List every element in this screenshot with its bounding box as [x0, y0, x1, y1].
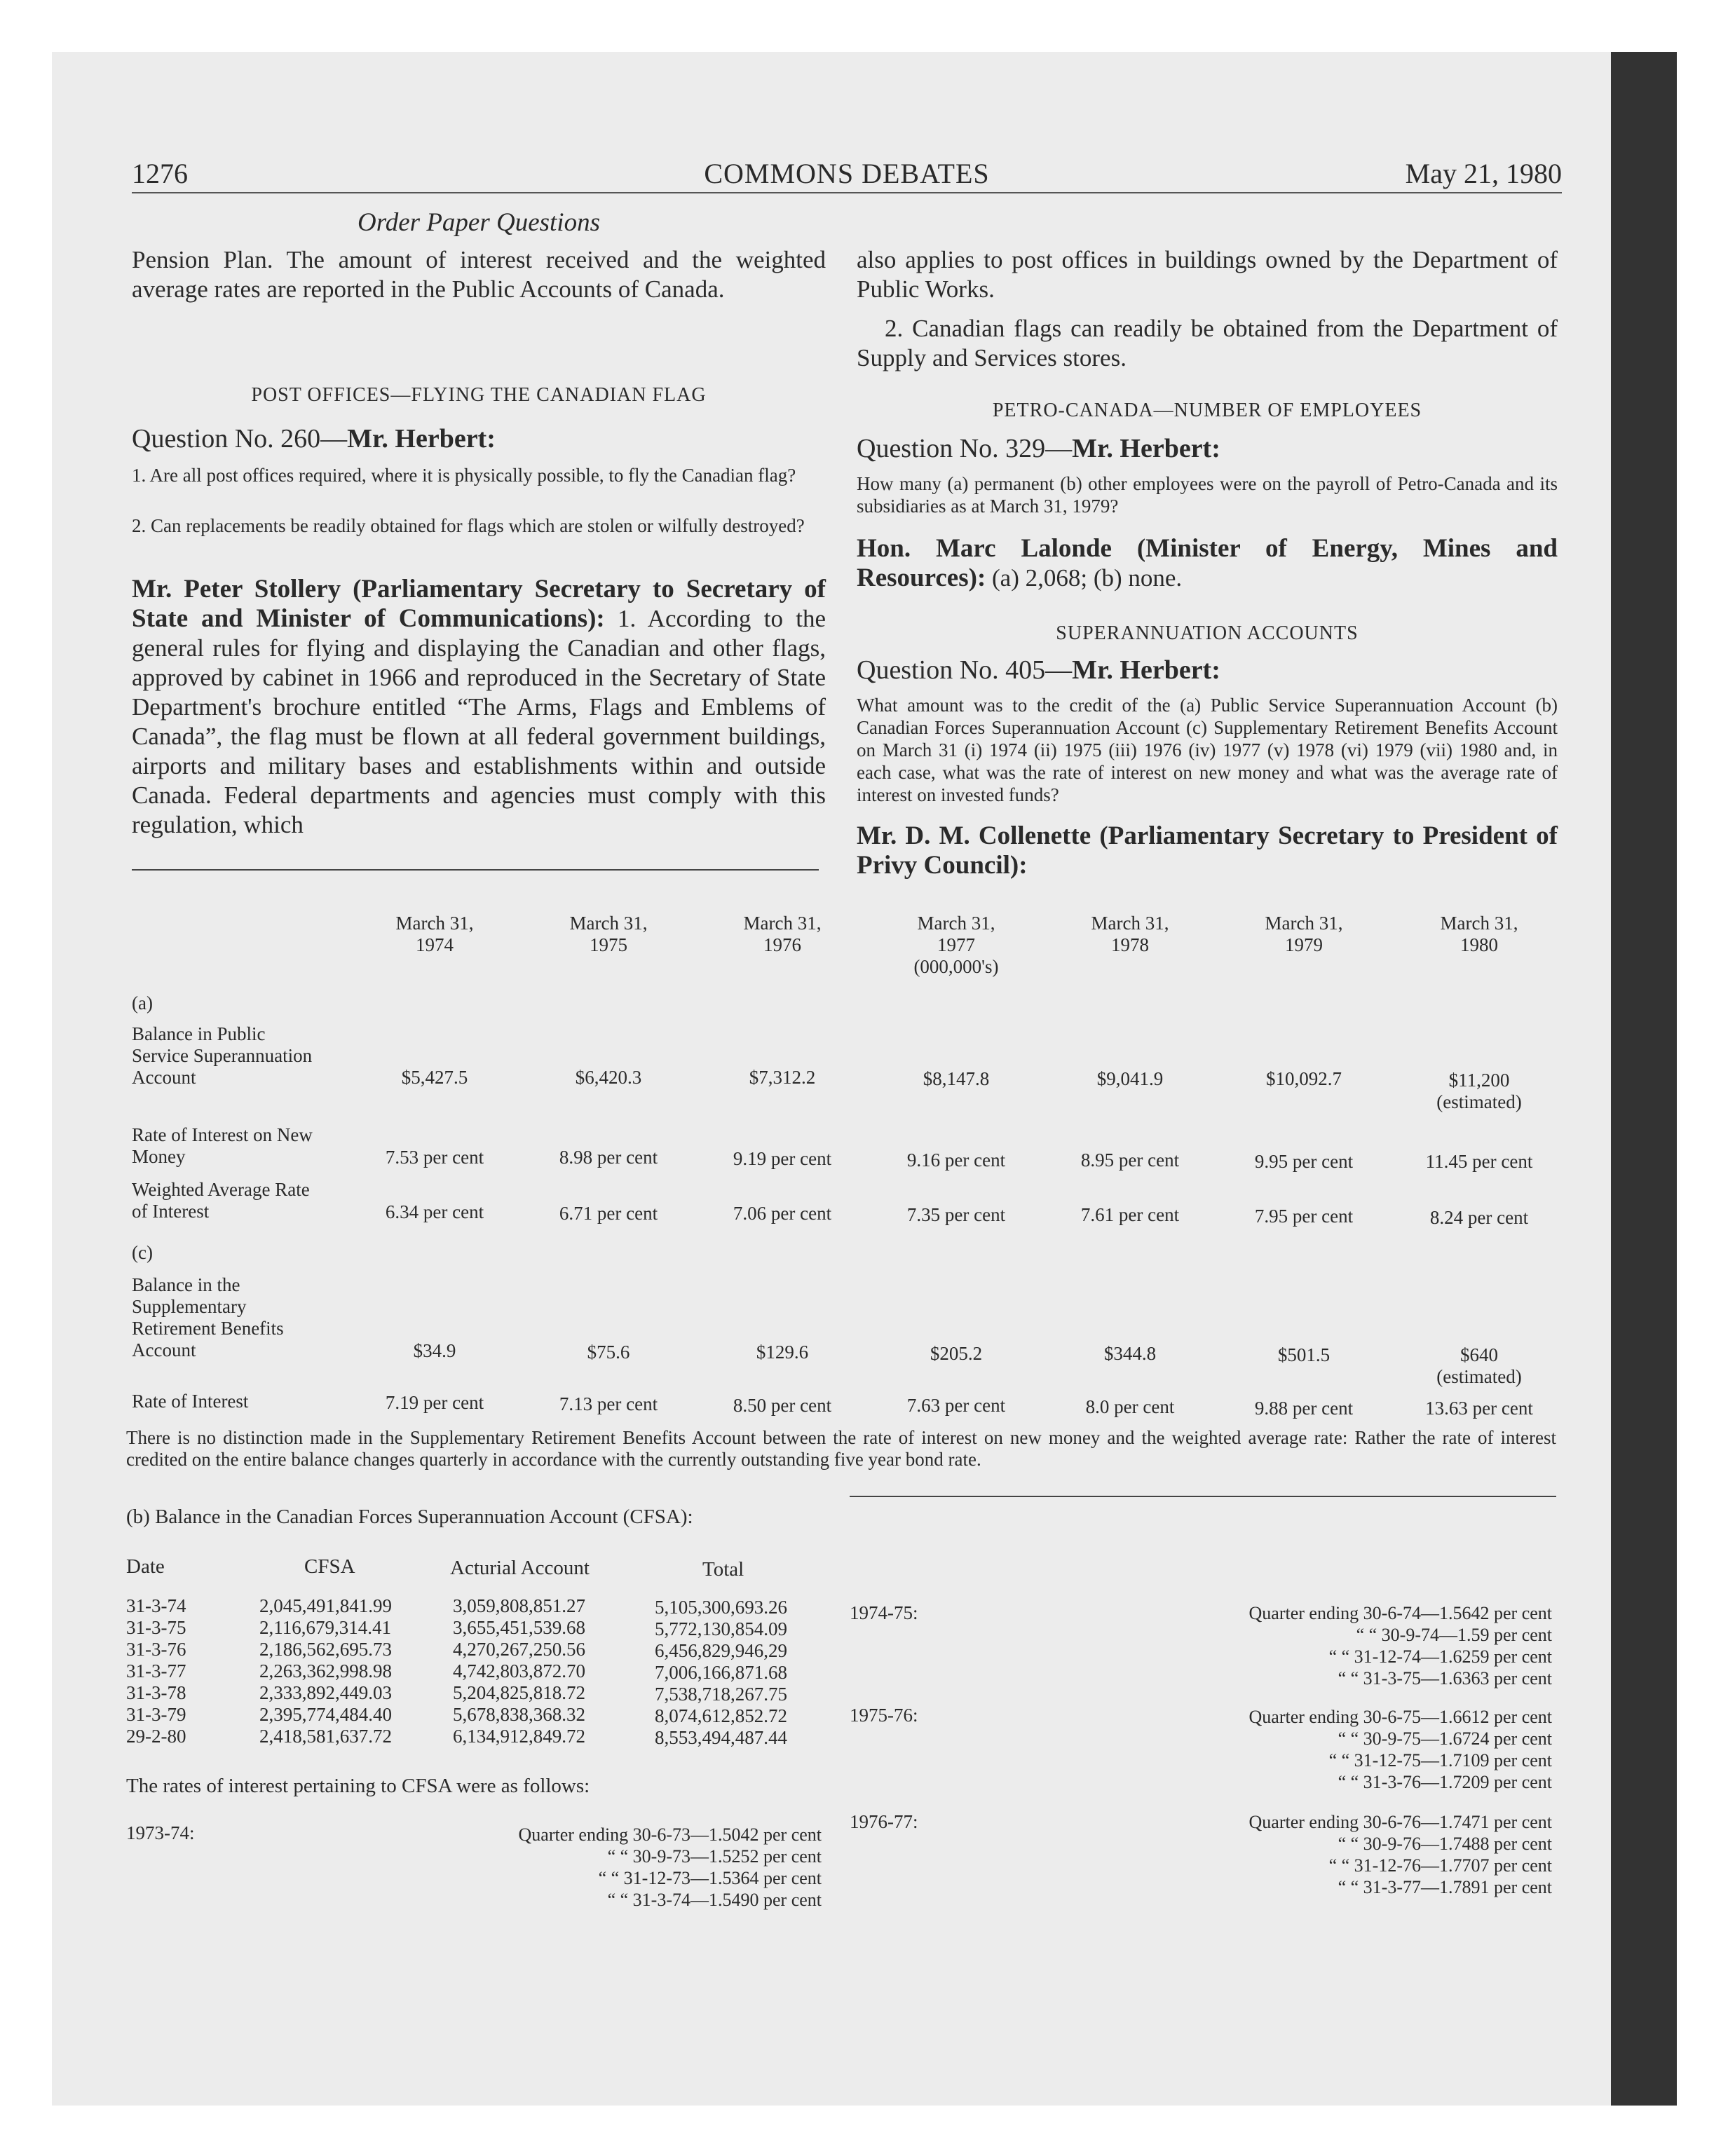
cell-balance-a-1978: $9,041.9 [1096, 1068, 1164, 1089]
list-item: “ “ 31-12-76—1.7707 per cent [1328, 1855, 1552, 1876]
answer-stollery: Mr. Peter Stollery (Parliamentary Secretary to Secretary of State and Minister of Communications): 1. According to the general rules for flying and displaying the Canadian and other flags, approved by cabinet in 1966 and reproduced in the Secretary of State Department's brochure entitled “The Arms, Flags and Emblems of Canada”, the flag must be flown at all federal government buildings, airports and military bases and establishments within and outside Canada. Federal departments and agencies must comply with this regulation, which [132, 575, 826, 838]
col-header-1974: March 31, 1974 [395, 913, 474, 955]
question-329-text: How many (a) permanent (b) other employees were on the payroll of Petro-Canada and its subsidiaries as at March 31, 1979? [857, 473, 1558, 517]
question-260-part-2: 2. Can replacements be readily obtained for flags which are stolen or wilfully destroyed? [132, 515, 805, 536]
col-header-1976: March 31, 1976 [743, 913, 822, 955]
list-item: “ “ 31-3-77—1.7891 per cent [1338, 1877, 1552, 1897]
rates-year-1976-77: 1976-77: [850, 1811, 918, 1832]
cfsa-balances [259, 1595, 392, 1747]
col-header-1979: March 31, 1979 [1265, 913, 1343, 955]
table-cell: 8,553,494,487.44 [655, 1727, 787, 1748]
cell-weighted-1980: 8.24 per cent [1429, 1207, 1529, 1228]
table-cell: 6,456,829,946,29 [655, 1640, 787, 1661]
table-row: 31-3-74 [126, 1595, 186, 1616]
cfsa-header-cfsa: CFSA [304, 1555, 355, 1578]
table-cell: 3,059,808,851.27 [453, 1595, 585, 1616]
section-c-label: (c) [132, 1242, 153, 1263]
cell-rate-1975: 7.13 per cent [559, 1393, 658, 1414]
table-row: 31-3-75 [126, 1617, 186, 1638]
cell-weighted-1974: 6.34 per cent [385, 1201, 484, 1222]
cell-balance-a-1975: $6,420.3 [575, 1067, 642, 1088]
answer-lalonde-speaker: Hon. Marc Lalonde (Minister of Energy, Mines and Resources): [857, 534, 1558, 592]
cell-weighted-1978: 7.61 per cent [1080, 1204, 1180, 1225]
cell-weighted-1975: 6.71 per cent [559, 1203, 658, 1224]
cell-new-money-1975: 8.98 per cent [559, 1147, 658, 1168]
table-cell: 2,333,892,449.03 [259, 1682, 392, 1703]
list-item: “ “ 31-12-75—1.7109 per cent [1328, 1750, 1552, 1770]
list-item: “ “ 30-9-75—1.6724 per cent [1338, 1728, 1552, 1749]
table-row: 31-3-76 [126, 1639, 186, 1660]
table-row: 31-3-78 [126, 1682, 186, 1703]
cell-new-money-1980: 11.45 per cent [1425, 1151, 1533, 1172]
col-header-1975: March 31, 1975 [569, 913, 648, 955]
table-cell: 5,772,130,854.09 [655, 1618, 787, 1639]
list-item: “ “ 31-3-75—1.6363 per cent [1338, 1668, 1552, 1688]
cell-rate-1980: 13.63 per cent [1425, 1398, 1533, 1419]
rubric-petro-canada: PETRO-CANADA—NUMBER OF EMPLOYEES [992, 400, 1422, 421]
question-405-text: What amount was to the credit of the (a) Public Service Superannuation Account (b) Canadian Forces Superannuation Account (c) Supplementary Retirement Benefits Account on March 31 (i) 1974 (ii) 1975 (iii) 1976 (iv) 1977 (v) 1978 (vi) 1979 (vii) 1980 and, in each case, what was the rate of interest on new money and what was the average rate of interest on invested funds? [857, 695, 1558, 805]
cell-weighted-1976: 7.06 per cent [733, 1203, 832, 1224]
list-item: “ “ 31-12-73—1.5364 per cent [598, 1868, 822, 1888]
cell-balance-c-1979: $501.5 [1277, 1344, 1331, 1365]
cfsa-totals [655, 1597, 787, 1749]
list-item: Quarter ending 30-6-75—1.6612 per cent [1248, 1707, 1552, 1727]
table-cell: 7,006,166,871.68 [655, 1662, 787, 1683]
cfsa-dates [126, 1595, 186, 1747]
cell-balance-c-1976: $129.6 [756, 1342, 809, 1363]
left-intro: Pension Plan. The amount of interest received and the weighted average rates are reported in the Public Accounts of Canada. [132, 246, 826, 303]
cell-weighted-1977: 7.35 per cent [906, 1204, 1006, 1225]
supplementary-note: There is no distinction made in the Supplementary Retirement Benefits Account between the rate of interest on new money and the weighted average rate: Rather the rate of interest credited on the entire balance changes quarterly in accordance with the currently outstanding five year bond rate. [126, 1427, 1556, 1470]
answer-lalonde: Hon. Marc Lalonde (Minister of Energy, Mines and Resources): (a) 2,068; (b) none. [857, 534, 1558, 592]
col-header-1978: March 31, 1978 [1091, 913, 1169, 955]
cell-new-money-1979: 9.95 per cent [1254, 1151, 1354, 1172]
list-item: “ “ 30-9-76—1.7488 per cent [1338, 1834, 1552, 1854]
table-cell: 2,395,774,484.40 [259, 1704, 392, 1725]
cell-balance-c-1974: $34.9 [413, 1340, 456, 1361]
cfsa-header-total: Total [702, 1558, 744, 1581]
rates-year-1973-74: 1973-74: [126, 1822, 195, 1843]
cell-balance-c-1978: $344.8 [1103, 1343, 1157, 1364]
section-a-label: (a) [132, 992, 153, 1014]
table-cell: 7,538,718,267.75 [655, 1684, 787, 1705]
cell-balance-c-1980: $640 (estimated) [1436, 1344, 1522, 1387]
rates-list-1974-75 [1165, 1602, 1552, 1689]
list-item: “ “ 31-3-74—1.5490 per cent [607, 1890, 822, 1910]
list-item: Quarter ending 30-6-73—1.5042 per cent [518, 1824, 822, 1845]
question-260-heading: Question No. 260—Mr. Herbert: [132, 424, 496, 453]
table-cell: 6,134,912,849.72 [453, 1726, 585, 1747]
rates-list-1975-76 [1165, 1706, 1552, 1793]
list-item: “ “ 30-9-74—1.59 per cent [1356, 1625, 1552, 1645]
cfsa-rates-intro: The rates of interest pertaining to CFSA were as follows: [126, 1775, 590, 1797]
cell-balance-a-1977: $8,147.8 [923, 1068, 990, 1089]
cell-new-money-1976: 9.19 per cent [733, 1148, 832, 1169]
rubric-superannuation: SUPERANNUATION ACCOUNTS [1056, 622, 1359, 644]
row-label-balance-public-service: Balance in Public Service Superannuation Account [132, 1023, 313, 1088]
table-cell: 5,105,300,693.26 [655, 1597, 787, 1618]
cell-balance-c-1977: $205.2 [930, 1343, 983, 1364]
col-header-1977: March 31, 1977 (000,000's) [913, 913, 999, 977]
row-label-balance-supplementary: Balance in the Supplementary Retirement Benefits Account [132, 1274, 284, 1360]
row-label-weighted-average: Weighted Average Rate of Interest [132, 1179, 310, 1222]
row-label-rate-of-interest: Rate of Interest [132, 1391, 249, 1412]
cfsa-caption: (b) Balance in the Canadian Forces Superannuation Account (CFSA): [126, 1506, 693, 1528]
cfsa-header-acturial: Acturial Account [450, 1557, 590, 1579]
section-title: Order Paper Questions [358, 208, 600, 237]
cell-balance-c-1975: $75.6 [587, 1342, 630, 1363]
list-item: “ “ 31-12-74—1.6259 per cent [1328, 1646, 1552, 1667]
list-item: “ “ 30-9-73—1.5252 per cent [607, 1846, 822, 1867]
list-item: Quarter ending 30-6-76—1.7471 per cent [1248, 1812, 1552, 1832]
col-header-1980: March 31, 1980 [1440, 913, 1518, 955]
table-cell: 2,045,491,841.99 [259, 1595, 392, 1616]
table-row: 31-3-77 [126, 1660, 186, 1681]
question-329-heading: Question No. 329—Mr. Herbert: [857, 434, 1220, 463]
table-cell: 5,678,838,368.32 [453, 1704, 585, 1725]
page-number: 1276 [132, 158, 188, 189]
note-rule [850, 1496, 1556, 1497]
table-cell: 2,263,362,998.98 [259, 1660, 392, 1681]
rates-year-1974-75: 1974-75: [850, 1602, 918, 1623]
list-item: Quarter ending 30-6-74—1.5642 per cent [1248, 1603, 1552, 1623]
cell-rate-1976: 8.50 per cent [733, 1395, 832, 1416]
table-cell: 4,742,803,872.70 [453, 1660, 585, 1681]
answer-speaker: Mr. Peter Stollery (Parliamentary Secretary to Secretary of State and Minister of Communications): [132, 575, 826, 633]
cell-new-money-1978: 8.95 per cent [1080, 1149, 1180, 1171]
table-cell: 3,655,451,539.68 [453, 1617, 585, 1638]
table-row: 31-3-79 [126, 1704, 186, 1725]
cell-balance-a-1979: $10,092.7 [1266, 1068, 1342, 1089]
cfsa-acturial [453, 1595, 585, 1747]
table-cell: 2,418,581,637.72 [259, 1726, 392, 1747]
rates-list-1973-74 [435, 1824, 822, 1911]
cell-rate-1977: 7.63 per cent [906, 1395, 1006, 1416]
table-cell: 8,074,612,852.72 [655, 1705, 787, 1726]
list-item: “ “ 31-3-76—1.7209 per cent [1338, 1772, 1552, 1792]
table-cell: 4,270,267,250.56 [453, 1639, 585, 1660]
table-cell: 5,204,825,818.72 [453, 1682, 585, 1703]
row-label-rate-new-money: Rate of Interest on New Money [132, 1124, 313, 1167]
answer-collenette-speaker: Mr. D. M. Collenette (Parliamentary Secretary to President of Privy Council): [857, 821, 1558, 880]
table-row: 29-2-80 [126, 1726, 186, 1747]
issue-date: May 21, 1980 [1405, 158, 1562, 189]
cell-balance-a-1980: $11,200 (estimated) [1436, 1070, 1522, 1112]
cell-balance-a-1974: $5,427.5 [401, 1067, 468, 1088]
cell-new-money-1977: 9.16 per cent [906, 1149, 1006, 1171]
cfsa-header-date: Date [126, 1555, 165, 1578]
right-continuation: also applies to post offices in buildings owned by the Department of Public Works. [857, 246, 1558, 303]
rates-year-1975-76: 1975-76: [850, 1705, 918, 1726]
table-cell: 2,116,679,314.41 [259, 1617, 391, 1638]
rates-list-1976-77 [1165, 1811, 1552, 1898]
cell-balance-a-1976: $7,312.2 [749, 1067, 816, 1088]
running-title: COMMONS DEBATES [704, 158, 990, 189]
cell-new-money-1974: 7.53 per cent [385, 1147, 484, 1168]
right-para-2: 2. Canadian flags can readily be obtained from the Department of Supply and Services stores. [857, 315, 1558, 371]
question-405-heading: Question No. 405—Mr. Herbert: [857, 655, 1220, 685]
cell-rate-1974: 7.19 per cent [385, 1392, 484, 1413]
cell-rate-1979: 9.88 per cent [1254, 1398, 1354, 1419]
rubric-post-offices: POST OFFICES—FLYING THE CANADIAN FLAG [251, 384, 707, 406]
question-260-part-1: 1. Are all post offices required, where it is physically possible, to fly the Canadian flag? [132, 465, 796, 486]
cell-rate-1978: 8.0 per cent [1085, 1396, 1175, 1417]
table-cell: 2,186,562,695.73 [259, 1639, 392, 1660]
cell-weighted-1979: 7.95 per cent [1254, 1206, 1354, 1227]
